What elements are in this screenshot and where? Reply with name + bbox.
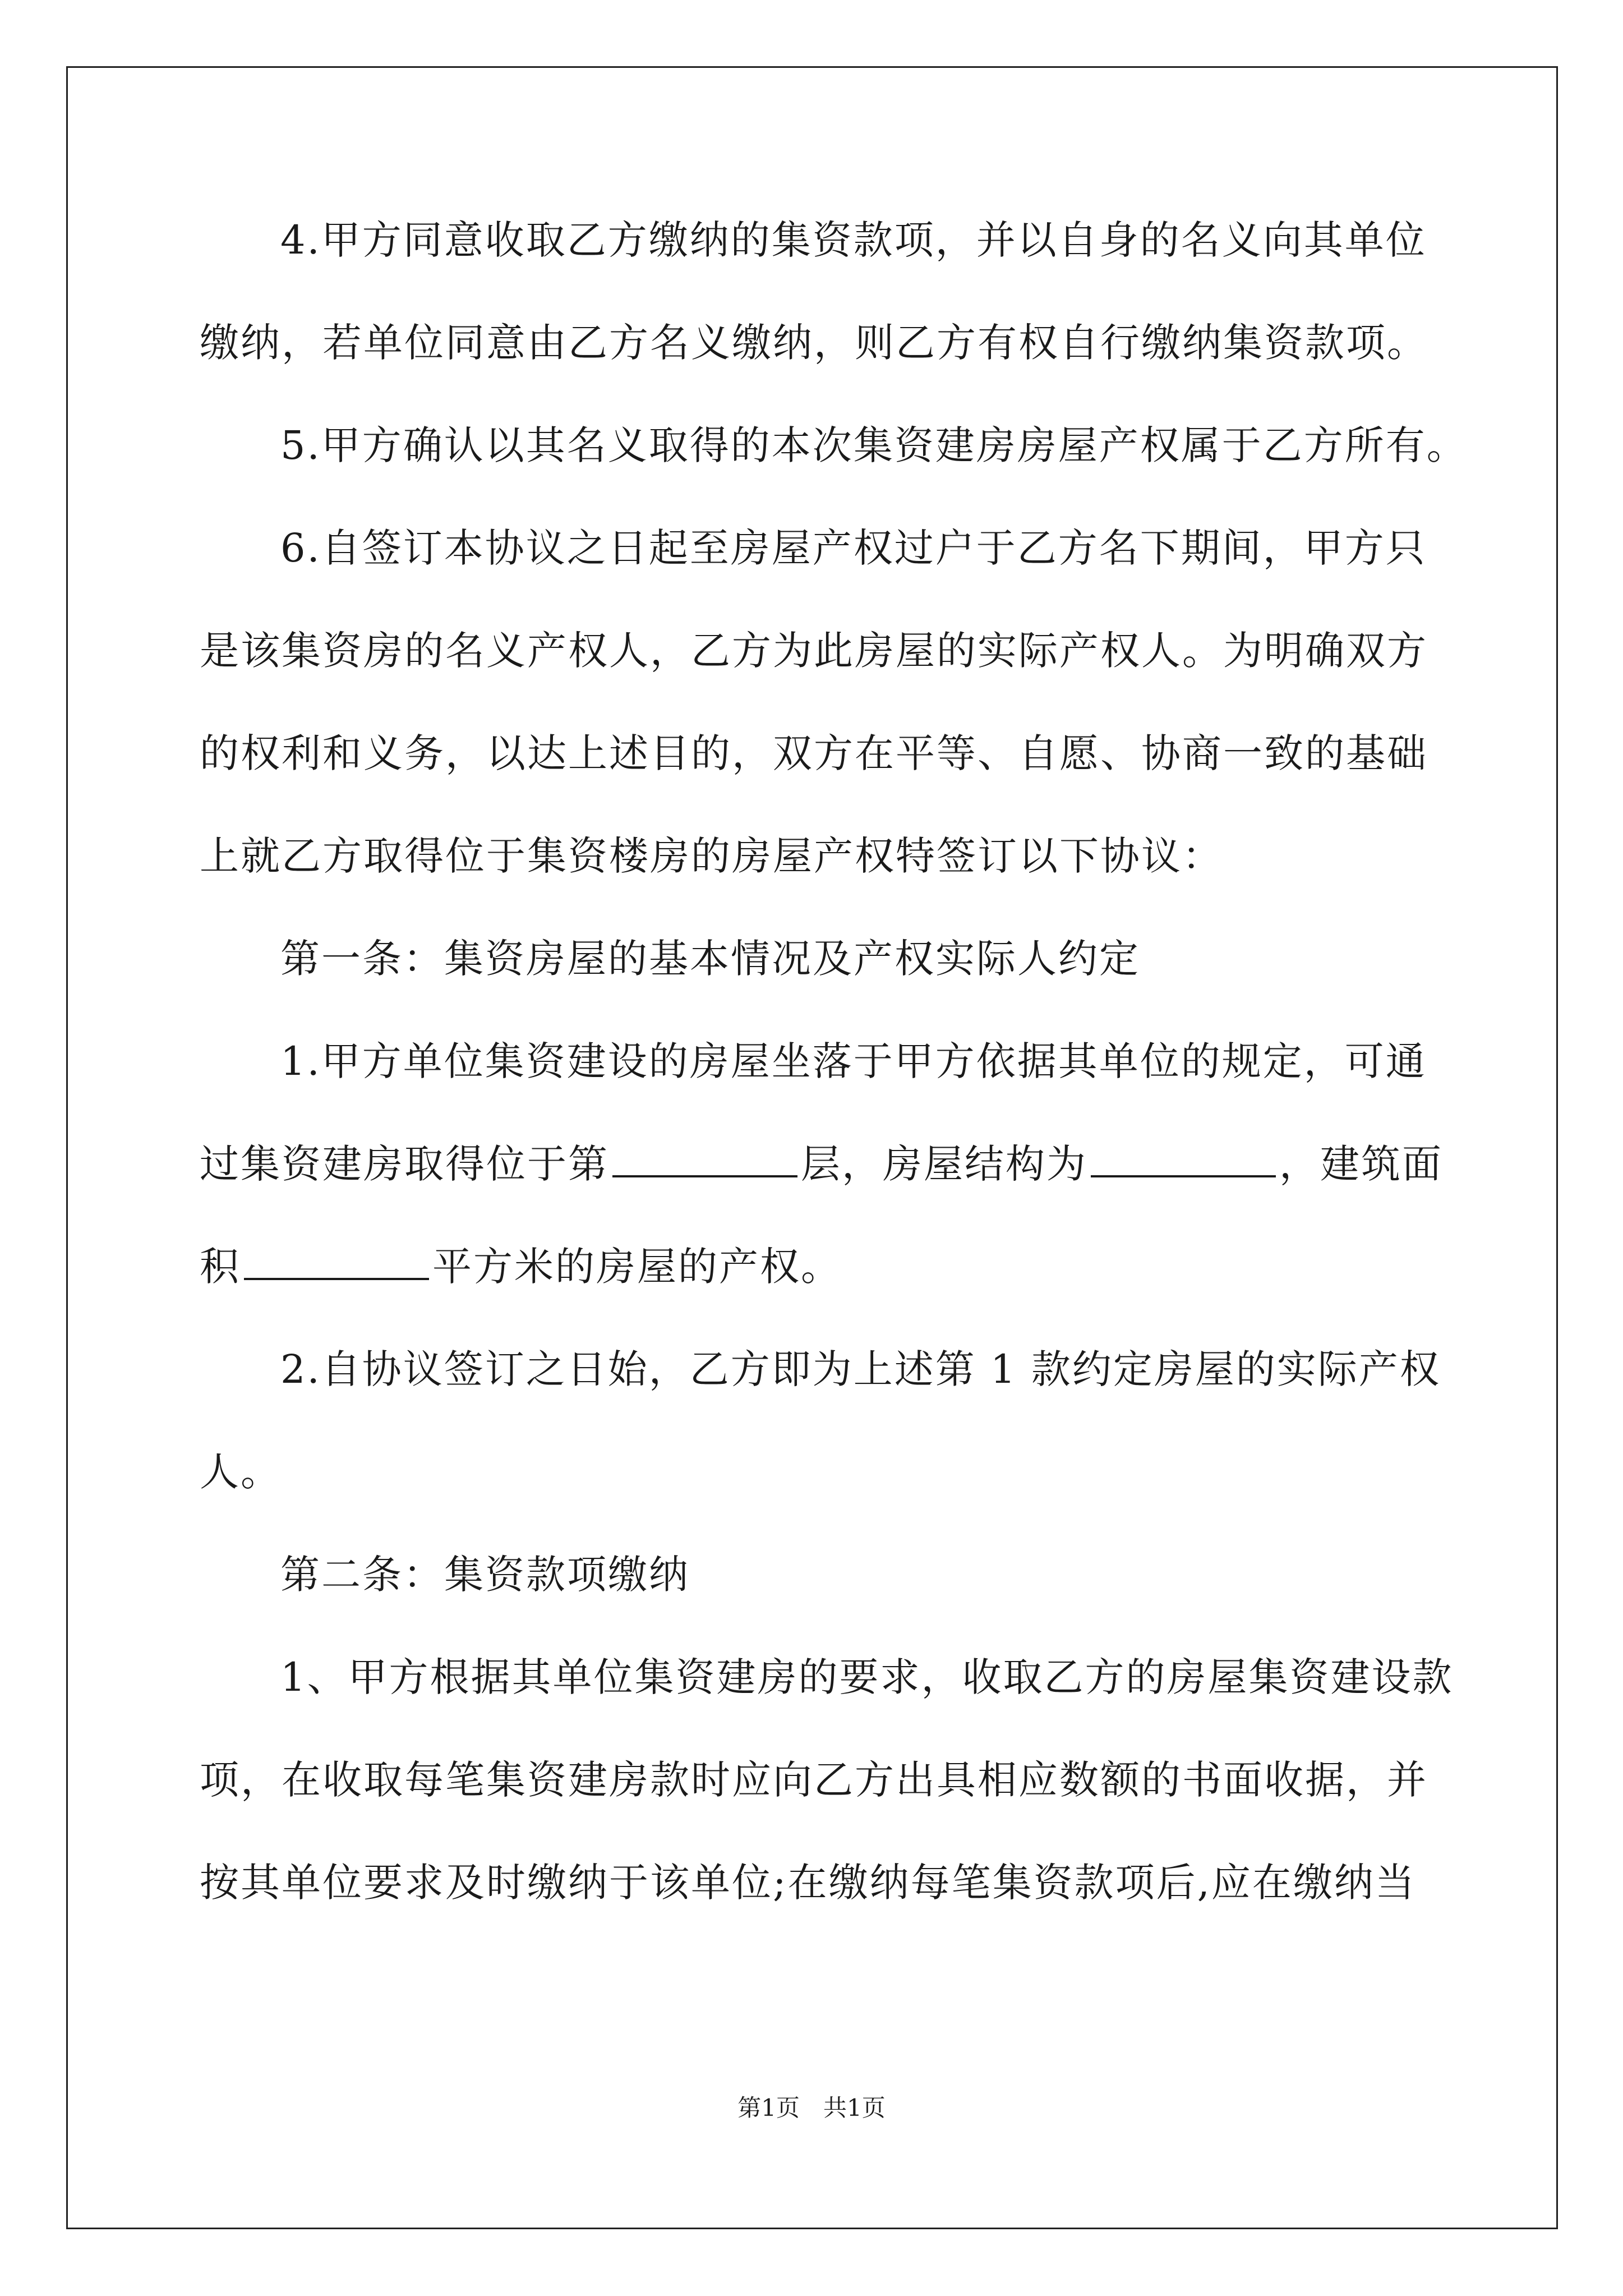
text-segment: ，建筑面	[1279, 1141, 1443, 1187]
page-number: 第1页 共1页	[737, 2094, 886, 2122]
paragraph-line: 按其单位要求及时缴纳于该单位;在缴纳每笔集资款项后,应在缴纳当	[200, 1860, 1416, 1906]
paragraph-line: 上就乙方取得位于集资楼房的房屋产权特签订以下协议：	[200, 833, 1223, 879]
text-segment: 层，房屋结构为	[801, 1141, 1087, 1187]
text-segment: 积	[200, 1244, 241, 1290]
section-heading: 第二条：集资款项缴纳	[280, 1552, 690, 1598]
fill-in-blank-floor	[612, 1143, 797, 1177]
paragraph-line: 1.甲方单位集资建设的房屋坐落于甲方依据其单位的规定，可通	[280, 1038, 1427, 1084]
paragraph-line: 5.甲方确认以其名义取得的本次集资建房房屋产权属于乙方所有。	[280, 422, 1468, 468]
paragraph-line-with-blanks	[200, 1240, 842, 1294]
paragraph-line: 是该集资房的名义产权人，乙方为此房屋的实际产权人。为明确双方	[200, 628, 1428, 674]
paragraph-line: 2.自协议签订之日始，乙方即为上述第 1 款约定房屋的实际产权	[280, 1346, 1441, 1392]
paragraph-line: 4.甲方同意收取乙方缴纳的集资款项，并以自身的名义向其单位	[280, 217, 1427, 263]
paragraph-line: 人。	[200, 1449, 282, 1495]
paragraph-line: 缴纳，若单位同意由乙方名义缴纳，则乙方有权自行缴纳集资款项。	[200, 320, 1428, 366]
paragraph-line: 项，在收取每笔集资建房款时应向乙方出具相应数额的书面收据，并	[200, 1757, 1428, 1803]
paragraph-line: 1、甲方根据其单位集资建房的要求，收取乙方的房屋集资建设款	[280, 1654, 1454, 1700]
paragraph-line: 的权利和义务，以达上述目的，双方在平等、自愿、协商一致的基础	[200, 730, 1428, 776]
fill-in-blank-area	[244, 1245, 429, 1280]
text-segment: 平方米的房屋的产权。	[432, 1244, 842, 1290]
text-segment: 过集资建房取得位于第	[200, 1141, 609, 1187]
section-heading: 第一条：集资房屋的基本情况及产权实际人约定	[280, 936, 1140, 982]
paragraph-line-with-blanks	[200, 1137, 1443, 1191]
paragraph-line: 6.自签订本协议之日起至房屋产权过户于乙方名下期间，甲方只	[280, 525, 1427, 571]
fill-in-blank-structure	[1091, 1143, 1276, 1177]
